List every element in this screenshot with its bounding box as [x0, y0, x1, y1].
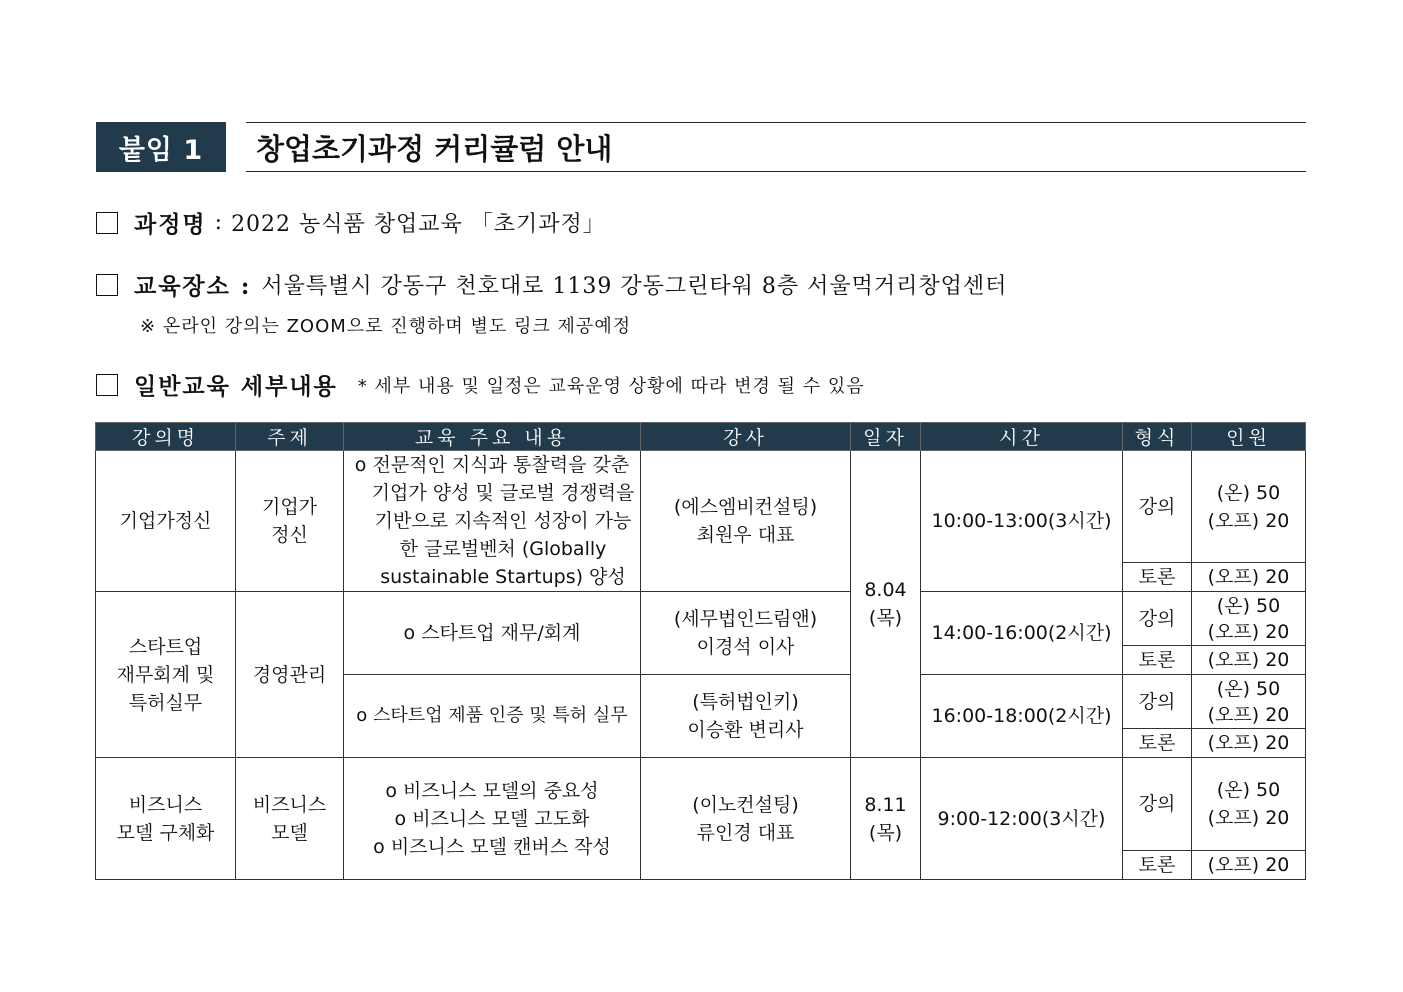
header-lecture-name: 강의명 [96, 423, 236, 451]
instructor-cell: (에스엠비컨설팅) 최원우 대표 [641, 451, 851, 592]
attachment-badge: 붙임 1 [96, 122, 226, 172]
course-label: 과정명 [134, 211, 207, 238]
venue-value: 서울특별시 강동구 천호대로 1139 강동그린타워 8층 서울먹거리창업센터 [261, 274, 1008, 299]
content-item: o 전문적인 지식과 통찰력을 갖춘 기업가 양성 및 글로벌 경쟁력을 기반으로 지속적인 성장이 가능한 글로벌벤처 (Globally sustainable Startups) 양성 [354, 454, 635, 588]
time-cell: 14:00-16:00(2시간) [921, 592, 1123, 675]
content-item: o 비즈니스 모델의 중요성 [385, 779, 599, 802]
header-content: 교육 주요 내용 [344, 423, 641, 451]
format-cell: 강의 [1123, 592, 1192, 646]
content-cell: o 스타트업 재무/회계 [344, 592, 641, 675]
time-cell: 10:00-13:00(3시간) [921, 451, 1123, 592]
header-people: 인원 [1192, 423, 1306, 451]
detail-note: * 세부 내용 및 일정은 교육운영 상황에 따라 변경 될 수 있음 [357, 375, 865, 397]
course-value: 2022 농식품 창업교육 「초기과정」 [231, 212, 606, 237]
online-note: ※ 온라인 강의는 ZOOM으로 진행하며 별도 링크 제공예정 [140, 316, 632, 337]
table-row [96, 451, 1306, 563]
people-cell: (오프) 20 [1192, 851, 1306, 880]
people-cell: (온) 50 (오프) 20 [1192, 592, 1306, 646]
content-item: o 비즈니스 모델 캔버스 작성 [373, 835, 611, 858]
topic-cell: 기업가 정신 [236, 451, 344, 592]
page-title-bar [246, 122, 1306, 172]
format-cell: 강의 [1123, 758, 1192, 851]
content-cell [344, 451, 641, 592]
checkbox-square-icon [96, 212, 118, 234]
people-cell: (오프) 20 [1192, 563, 1306, 592]
checkbox-square-icon [96, 274, 118, 296]
people-cell: (오프) 20 [1192, 646, 1306, 675]
people-cell: (온) 50 (오프) 20 [1192, 451, 1306, 563]
lecture-name-cell: 스타트업 재무회계 및 특허실무 [96, 592, 236, 758]
curriculum-table [95, 422, 1306, 880]
table-row [96, 758, 1306, 851]
venue-line [96, 268, 1007, 301]
table-row [96, 592, 1306, 646]
content-cell: o 스타트업 제품 인증 및 특허 실무 [344, 675, 641, 758]
format-cell: 토론 [1123, 646, 1192, 675]
format-cell: 토론 [1123, 851, 1192, 880]
venue-label: 교육장소 : [134, 273, 262, 300]
lecture-name-cell: 비즈니스 모델 구체화 [96, 758, 236, 880]
format-cell: 토론 [1123, 563, 1192, 592]
instructor-cell: (특허법인키) 이승환 변리사 [641, 675, 851, 758]
detail-line [96, 368, 865, 401]
course-separator: : [206, 210, 232, 235]
instructor-cell: (이노컨설팅) 류인경 대표 [641, 758, 851, 880]
date-cell: 8.11 (목) [851, 758, 921, 880]
format-cell: 강의 [1123, 451, 1192, 563]
date-cell: 8.04 (목) [851, 451, 921, 758]
page-title: 창업초기과정 커리큘럼 안내 [256, 131, 613, 166]
lecture-name-cell: 기업가정신 [96, 451, 236, 592]
header-topic: 주제 [236, 423, 344, 451]
content-cell [344, 758, 641, 880]
table-header-row [96, 423, 1306, 451]
header-date: 일자 [851, 423, 921, 451]
header-format: 형식 [1123, 423, 1192, 451]
course-line [96, 206, 606, 239]
topic-cell: 비즈니스 모델 [236, 758, 344, 880]
header-instructor: 강사 [641, 423, 851, 451]
time-cell: 16:00-18:00(2시간) [921, 675, 1123, 758]
format-cell: 강의 [1123, 675, 1192, 729]
topic-cell: 경영관리 [236, 592, 344, 758]
page-header [96, 122, 1306, 172]
instructor-cell: (세무법인드림앤) 이경석 이사 [641, 592, 851, 675]
detail-label: 일반교육 세부내용 [134, 373, 338, 400]
time-cell: 9:00-12:00(3시간) [921, 758, 1123, 880]
checkbox-square-icon [96, 374, 118, 396]
people-cell: (온) 50 (오프) 20 [1192, 758, 1306, 851]
people-cell: (온) 50 (오프) 20 [1192, 675, 1306, 729]
header-time: 시간 [921, 423, 1123, 451]
content-item: o 비즈니스 모델 고도화 [394, 807, 590, 830]
people-cell: (오프) 20 [1192, 729, 1306, 758]
format-cell: 토론 [1123, 729, 1192, 758]
